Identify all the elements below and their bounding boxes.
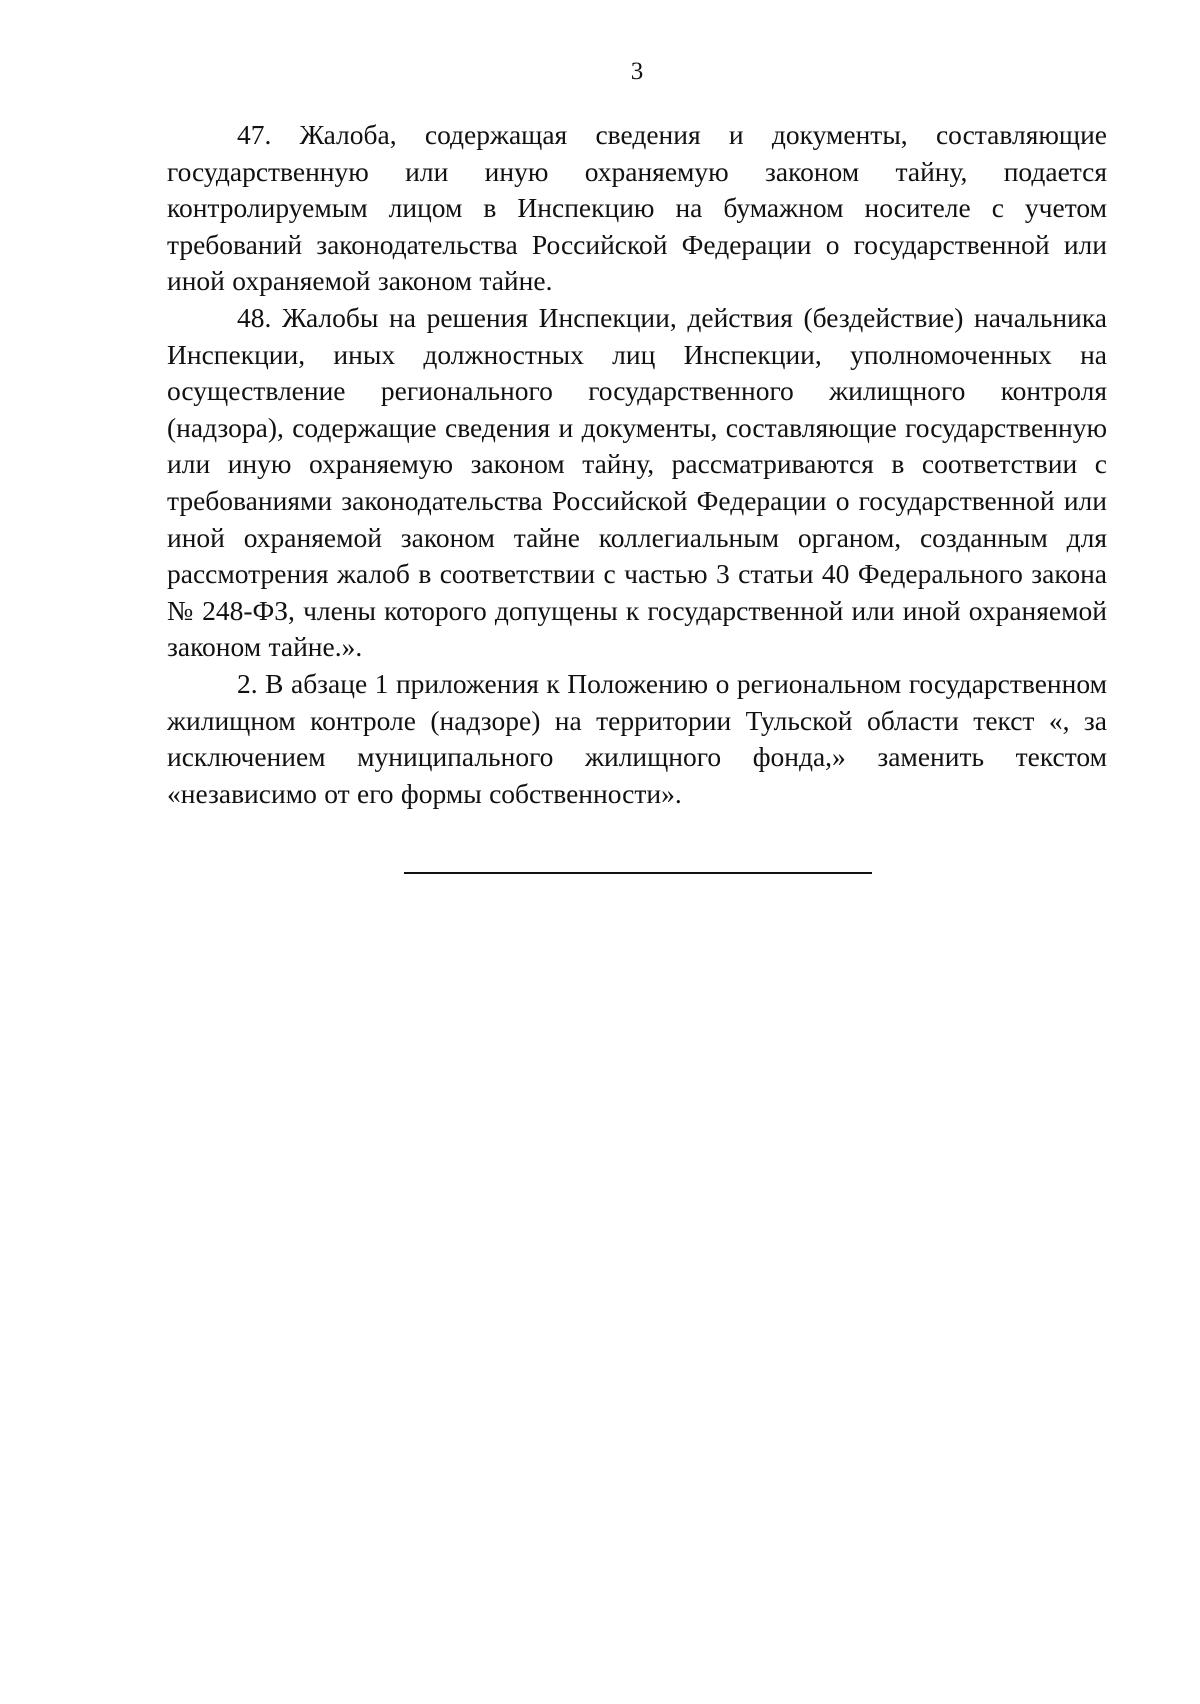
paragraph-2: 2. В абзаце 1 приложения к Положению о региональном государственном жилищном контроле (надзоре) на территории Тульской области текст «, за исключением муниципального жилищного фонда,» заменить текстом «независимо от его формы собственности». [167, 667, 1107, 809]
document-body [167, 117, 1107, 812]
paragraph-48: 48. Жалобы на решения Инспекции, действия (бездействие) начальника Инспекции, иных должностных лиц Инспекции, уполномоченных на осуществление регионального государственного жилищного контроля (надзора), содержащие сведения и документы, составляющие государственную или иную охраняемую законом тайну, рассматриваются в соответствии с требованиями законодательства Российской Федерации о государственной или иной охраняемой законом тайне коллегиальным органом, созданным для рассмотрения жалоб в соответствии с частью 3 статьи 40 Федерального закона № 248-ФЗ, члены которого допущены к государственной или иной охраняемой законом тайне.». [167, 301, 1107, 663]
paragraph-47: 47. Жалоба, содержащая сведения и документы, составляющие государственную или иную охраняемую законом тайну, подается контролируемым лицом в Инспекцию на бумажном носителе с учетом требований законодательства Российской Федерации о государственной или иной охраняемой законом тайне. [167, 119, 1107, 297]
page-number: 3 [630, 58, 644, 85]
closing-rule [404, 872, 872, 874]
